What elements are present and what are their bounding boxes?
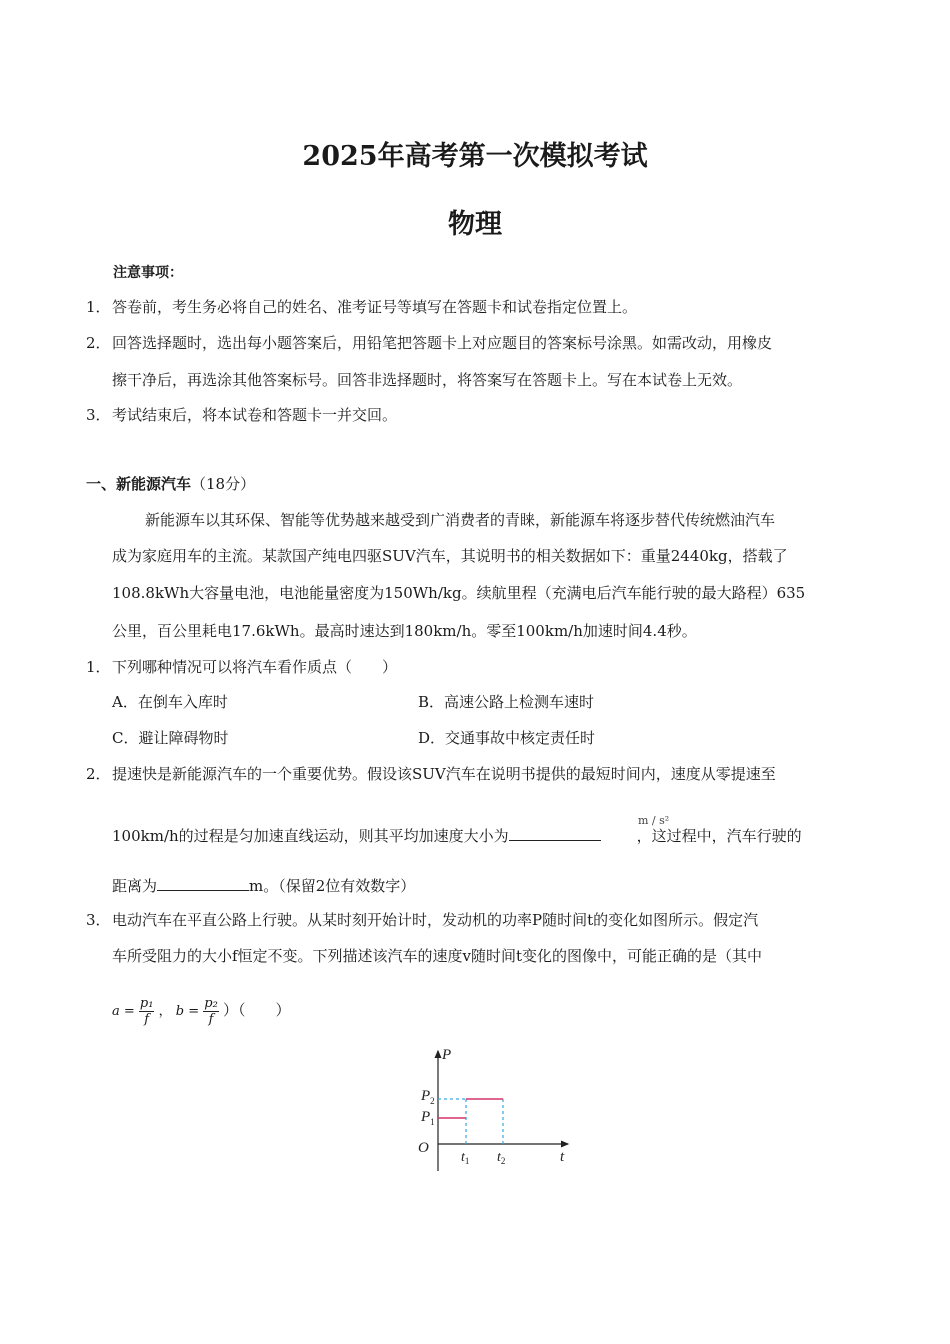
q1-option-a: A．在倒车入库时 [112, 693, 228, 711]
notice-heading: 注意事项： [113, 265, 183, 281]
q1-option-b: B．高速公路上检测车速时 [418, 693, 595, 711]
q2-line-3: 距离为 m。（保留2位有效数字） [112, 874, 415, 896]
q3-line-2: 车所受阻力的大小f恒定不变。下列描述该汽车的速度v随时间t变化的图像中，可能正确的是（其中 [112, 947, 763, 965]
y-axis-label: P [442, 1047, 452, 1063]
subject-title: 物理 [448, 209, 502, 240]
question-1: 1．下列哪种情况可以将汽车看作质点（ ） [86, 658, 398, 676]
intro-line-1: 新能源车以其环保、智能等优势越来越受到广消费者的青睐，新能源车将逐步替代传统燃油汽车 [145, 511, 776, 529]
intro-line-4: 公里，百公里耗电17.6kWh。最高时速达到180km/h。零至100km/h加速时间4.4秒。 [112, 622, 697, 640]
notice-item-1: 1．答卷前，考生务必将自己的姓名、准考证号等填写在答题卡和试卷指定位置上。 [86, 298, 638, 316]
power-time-graph [410, 1045, 575, 1175]
intro-line-2: 成为家庭用车的主流。某款国产纯电四驱SUV汽车，其说明书的相关数据如下：重量2440kg，搭载了 [112, 547, 788, 565]
x-axis-label: t [560, 1149, 565, 1165]
notice-item-2: 2．回答选择题时，选出每小题答案后，用铅笔把答题卡上对应题目的答案标号涂黑。如需改动，用橡皮 [86, 334, 773, 352]
p1-label: $P_1$ [421, 1109, 435, 1127]
q1-option-d: D．交通事故中核定责任时 [418, 729, 596, 747]
section-heading: 一、新能源汽车（18分） [86, 475, 256, 493]
q2-line-2: 100km/h的过程是匀加速直线运动，则其平均加速度大小为 ，这过程中，汽车行驶的 [112, 824, 802, 846]
t1-label: $t_1$ [461, 1150, 470, 1166]
question-3: 3．电动汽车在平直公路上行驶。从某时刻开始计时，发动机的功率P随时间t的变化如图所示。假定汽 [86, 911, 759, 929]
notice-item-3: 3．考试结束后，将本试卷和答题卡一并交回。 [86, 406, 398, 424]
acceleration-unit: m / s² [638, 814, 670, 827]
acceleration-answer-blank [509, 824, 601, 841]
intro-line-3: 108.8kWh大容量电池，电池能量密度为150Wh/kg。续航里程（充满电后汽车能行驶的最大路程）635 [112, 584, 806, 602]
origin-label: O [418, 1140, 429, 1156]
exam-title: 2025年高考第一次模拟考试 [302, 141, 648, 172]
q3-formula: a = $\frac{\text{p₁}}{f}$ ， b = $\frac{\text{p₂}}{f}$ ）（ ） [112, 996, 291, 1027]
question-2: 2．提速快是新能源汽车的一个重要优势。假设该SUV汽车在说明书提供的最短时间内，速度从零提速至 [86, 765, 776, 783]
p2-label: $P_2$ [421, 1088, 435, 1106]
distance-answer-blank [157, 874, 249, 891]
q1-option-c: C．避让障碍物时 [112, 729, 229, 747]
t2-label: $t_2$ [497, 1150, 506, 1166]
notice-item-2-cont: 擦干净后，再选涂其他答案标号。回答非选择题时，将答案写在答题卡上。写在本试卷上无效。 [112, 371, 743, 389]
